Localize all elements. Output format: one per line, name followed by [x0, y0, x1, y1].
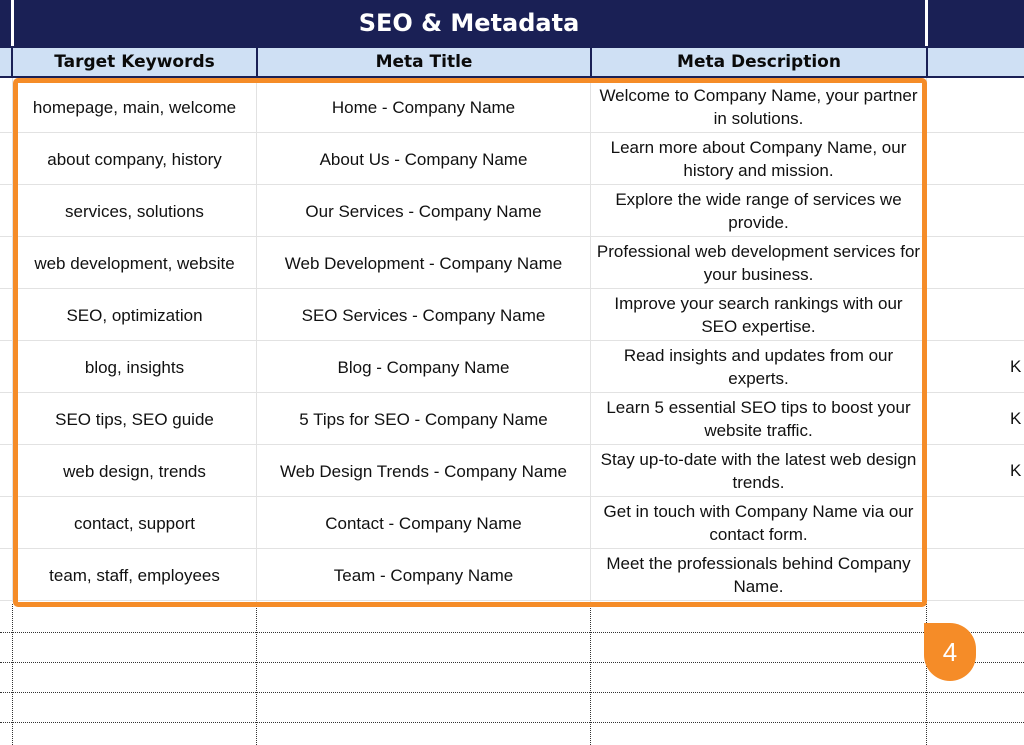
keywords-cell[interactable]: about company, history: [47, 149, 222, 169]
grid-line: [12, 604, 13, 745]
overflow-cell[interactable]: [1010, 289, 1024, 341]
overflow-cell[interactable]: K: [1010, 409, 1022, 428]
overflow-cell[interactable]: [1010, 237, 1024, 289]
meta-title-cell[interactable]: Web Design Trends - Company Name: [280, 461, 567, 481]
overflow-cell[interactable]: [1010, 185, 1024, 237]
section-title: SEO & Metadata: [358, 9, 580, 37]
meta-description-cell[interactable]: Stay up-to-date with the latest web design trends.: [600, 450, 917, 492]
empty-row[interactable]: [0, 604, 1024, 633]
meta-description-cell[interactable]: Read insights and updates from our experts.: [623, 346, 894, 388]
meta-title-cell[interactable]: Blog - Company Name: [337, 357, 510, 377]
meta-description-cell[interactable]: Explore the wide range of services we provide.: [615, 190, 902, 232]
overflow-cell[interactable]: [1010, 497, 1024, 549]
keywords-cell[interactable]: SEO, optimization: [66, 305, 203, 325]
keywords-cell[interactable]: SEO tips, SEO guide: [55, 409, 214, 429]
header-meta-description[interactable]: Meta Description: [677, 52, 841, 72]
meta-description-cell[interactable]: Meet the professionals behind Company Name.: [606, 554, 911, 596]
keywords-cell[interactable]: services, solutions: [65, 201, 204, 221]
header-target-keywords[interactable]: Target Keywords: [54, 52, 215, 72]
meta-title-cell[interactable]: Contact - Company Name: [325, 513, 522, 533]
keywords-cell[interactable]: web development, website: [34, 253, 235, 273]
overflow-cell[interactable]: [1010, 549, 1024, 601]
column-divider: [926, 46, 928, 78]
grid-line: [256, 604, 257, 745]
meta-title-cell[interactable]: About Us - Company Name: [319, 149, 528, 169]
meta-description-cell[interactable]: Learn more about Company Name, our history and mission.: [610, 138, 907, 180]
header-meta-title[interactable]: Meta Title: [375, 52, 473, 72]
meta-title-cell[interactable]: 5 Tips for SEO - Company Name: [299, 409, 548, 429]
keywords-cell[interactable]: web design, trends: [63, 461, 206, 481]
meta-description-cell[interactable]: Professional web development services for your business.: [596, 242, 921, 284]
meta-description-cell[interactable]: Learn 5 essential SEO tips to boost your website traffic.: [606, 398, 911, 440]
meta-description-cell[interactable]: Improve your search rankings with our SEO expertise.: [614, 294, 903, 336]
empty-row[interactable]: [0, 664, 1024, 693]
overflow-cell[interactable]: [1010, 133, 1024, 185]
keywords-cell[interactable]: contact, support: [74, 513, 195, 533]
empty-row[interactable]: [0, 634, 1024, 663]
grid-line: [590, 604, 591, 745]
meta-title-cell[interactable]: Our Services - Company Name: [305, 201, 542, 221]
selection-highlight: [13, 78, 927, 607]
keywords-cell[interactable]: blog, insights: [84, 357, 185, 377]
overflow-cell[interactable]: [1010, 81, 1024, 133]
meta-description-cell[interactable]: Get in touch with Company Name via our contact form.: [603, 502, 914, 544]
meta-title-cell[interactable]: Team - Company Name: [333, 565, 514, 585]
meta-title-cell[interactable]: Home - Company Name: [331, 97, 516, 117]
keywords-cell[interactable]: team, staff, employees: [49, 565, 220, 585]
meta-title-cell[interactable]: SEO Services - Company Name: [301, 305, 546, 325]
meta-description-cell[interactable]: Welcome to Company Name, your partner in solutions.: [599, 86, 918, 128]
keywords-cell[interactable]: homepage, main, welcome: [32, 97, 237, 117]
meta-title-cell[interactable]: Web Development - Company Name: [284, 253, 563, 273]
empty-row[interactable]: [0, 694, 1024, 723]
step-badge: 4: [924, 623, 976, 681]
overflow-cell[interactable]: K: [1010, 357, 1022, 376]
overflow-cell[interactable]: K: [1010, 461, 1022, 480]
